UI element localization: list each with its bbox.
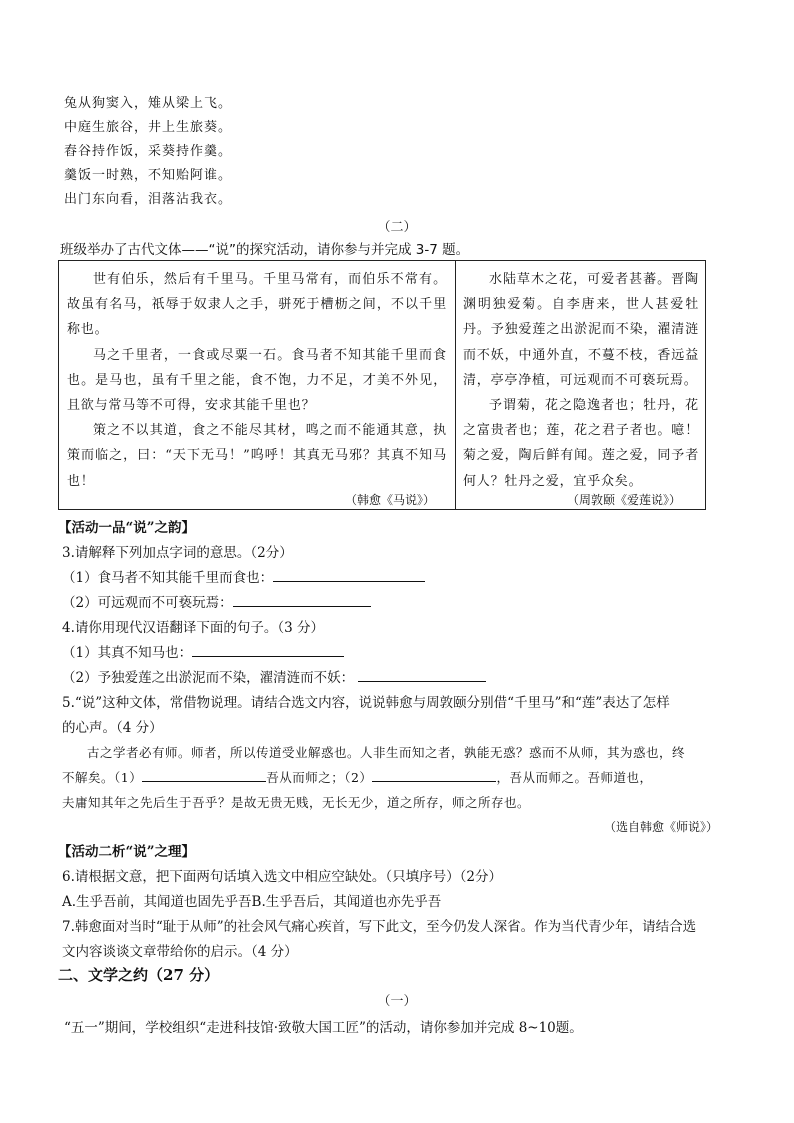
answer-blank[interactable] bbox=[233, 592, 371, 607]
sub-heading: （一） bbox=[377, 994, 417, 1009]
passage-paragraph: 世有伯乐，然后有千里马。千里马常有，而伯乐不常有。故虽有名马，祇辱于奴隶人之手，骈死于槽枥之间，不以千里称也。 bbox=[67, 272, 447, 338]
fill-blank-2[interactable] bbox=[372, 767, 496, 782]
passage-paragraph: 策之不以其道，食之不能尽其材，鸣之而不能通其意，执策而临之，曰：“天下无马！”呜呼！其真无马邪？其真不知马也！ bbox=[67, 423, 447, 489]
answer-blank[interactable] bbox=[358, 667, 486, 682]
question-3-item-2 bbox=[62, 591, 371, 611]
poem-line: 兔从狗窦入，雉从梁上飞。 bbox=[64, 96, 233, 111]
excerpt-line: 古之学者必有师。师者，所以传道受业解惑也。人非生而知之者，孰能无惑？惑而不从师，其为惑也，终 bbox=[87, 745, 686, 760]
passage-paragraph: 水陆草木之花，可爱者甚蕃。晋陶渊明独爱菊。自李唐来，世人甚爱牡丹。予独爱莲之出淤泥而不染，濯清涟而不妖，中通外直，不蔓不枝，香远益清，亭亭净植，可远观而不可亵玩焉。 bbox=[463, 272, 699, 388]
excerpt-shi-shuo bbox=[62, 740, 734, 815]
excerpt-line: 夫庸知其年之先后生于吾乎？是故无贵无贱，无长无少，道之所存，师之所存也。 bbox=[62, 795, 531, 810]
item-text: （1）其真不知马也： bbox=[62, 645, 193, 661]
question-4: 4.请你用现代汉语翻译下面的句子。（3 分） bbox=[62, 620, 325, 636]
passage-source: （韩愈《马说》） bbox=[345, 493, 436, 507]
section-intro: “五一”期间，学校组织“走进科技馆·致敬大国工匠”的活动，请你参加并完成 8~10题。 bbox=[64, 1020, 583, 1036]
item-text: （2）予独爱莲之出淤泥而不染，濯清涟而不妖： bbox=[62, 670, 355, 686]
passage-paragraph: 予谓菊，花之隐逸者也；牡丹，花之富贵者也；莲，花之君子者也。噫！菊之爱，陶后鲜有闻。莲之爱，同予者何人？牡丹之爱，宜乎众矣。 bbox=[463, 398, 699, 489]
passage-source: （周敦颐《爱莲说》） bbox=[567, 493, 682, 507]
passage-frame bbox=[58, 260, 706, 510]
excerpt-text: 吾从而师之；（2） bbox=[266, 770, 373, 785]
poem-excerpt bbox=[64, 92, 232, 212]
question-3: 3.请解释下列加点字词的意思。（2分） bbox=[62, 545, 293, 561]
activity-title: 【活动一品“说”之韵】 bbox=[58, 520, 196, 536]
excerpt-text: 不解矣。（1） bbox=[62, 770, 143, 785]
excerpt-line-with-blanks bbox=[62, 765, 734, 790]
question-7: 7.韩愈面对当时“耻于从师”的社会风气痛心疾首，写下此文，至今仍发人深省。作为当代青少年，请结合选 bbox=[62, 919, 697, 935]
question-5-cont: 的心声。（4 分） bbox=[62, 720, 163, 736]
fill-blank-1[interactable] bbox=[142, 767, 266, 782]
column-divider bbox=[455, 261, 456, 509]
question-4-item-2 bbox=[62, 666, 486, 686]
poem-line: 羹饭一时熟，不知贻阿谁。 bbox=[64, 168, 233, 183]
question-6: 6.请根据文意，把下面两句话填入选文中相应空缺处。（只填序号）（2分） bbox=[62, 869, 502, 885]
question-7-cont: 文内容谈谈文章带给你的启示。（4 分） bbox=[62, 944, 298, 960]
question-6-options: A.生乎吾前，其闻道也固先乎吾B.生乎吾后，其闻道也亦先乎吾 bbox=[62, 894, 442, 910]
question-3-item-1 bbox=[62, 566, 425, 586]
passage-ai-lian-shuo bbox=[463, 267, 699, 494]
section-title: 二、文学之约（27 分） bbox=[58, 966, 220, 984]
activity-title: 【活动二析“说”之理】 bbox=[58, 844, 196, 860]
passage-paragraph: 马之千里者，一食或尽粟一石。食马者不知其能千里而食也。是马也，虽有千里之能，食不饱，力不足，才美不外见，且欲与常马等不可得，安求其能千里也？ bbox=[67, 347, 447, 414]
answer-blank[interactable] bbox=[273, 567, 425, 582]
item-text: （1）食马者不知其能千里而食也： bbox=[62, 570, 274, 586]
poem-line: 出门东向看，泪落沾我衣。 bbox=[64, 192, 233, 207]
item-text: （2）可远观而不可亵玩焉： bbox=[62, 595, 233, 611]
section-heading: （二） bbox=[377, 220, 417, 235]
excerpt-text: ，吾从而师之。吾师道也， bbox=[496, 770, 653, 785]
section-intro: 班级举办了古代文体——“说”的探究活动，请你参与并完成 3-7 题。 bbox=[60, 242, 470, 258]
poem-line: 中庭生旅谷，井上生旅葵。 bbox=[64, 120, 233, 135]
question-5: 5.“说”这种文体，常借物说理。请结合选文内容，说说韩愈与周敦颐分别借“千里马”和“莲”表达了怎样 bbox=[62, 695, 670, 711]
answer-blank[interactable] bbox=[192, 642, 344, 657]
poem-line: 舂谷持作饭，采葵持作羹。 bbox=[64, 144, 233, 159]
excerpt-source: （选自韩愈《师说》） bbox=[604, 820, 719, 834]
passage-ma-shuo bbox=[67, 267, 447, 494]
question-4-item-1 bbox=[62, 641, 344, 661]
